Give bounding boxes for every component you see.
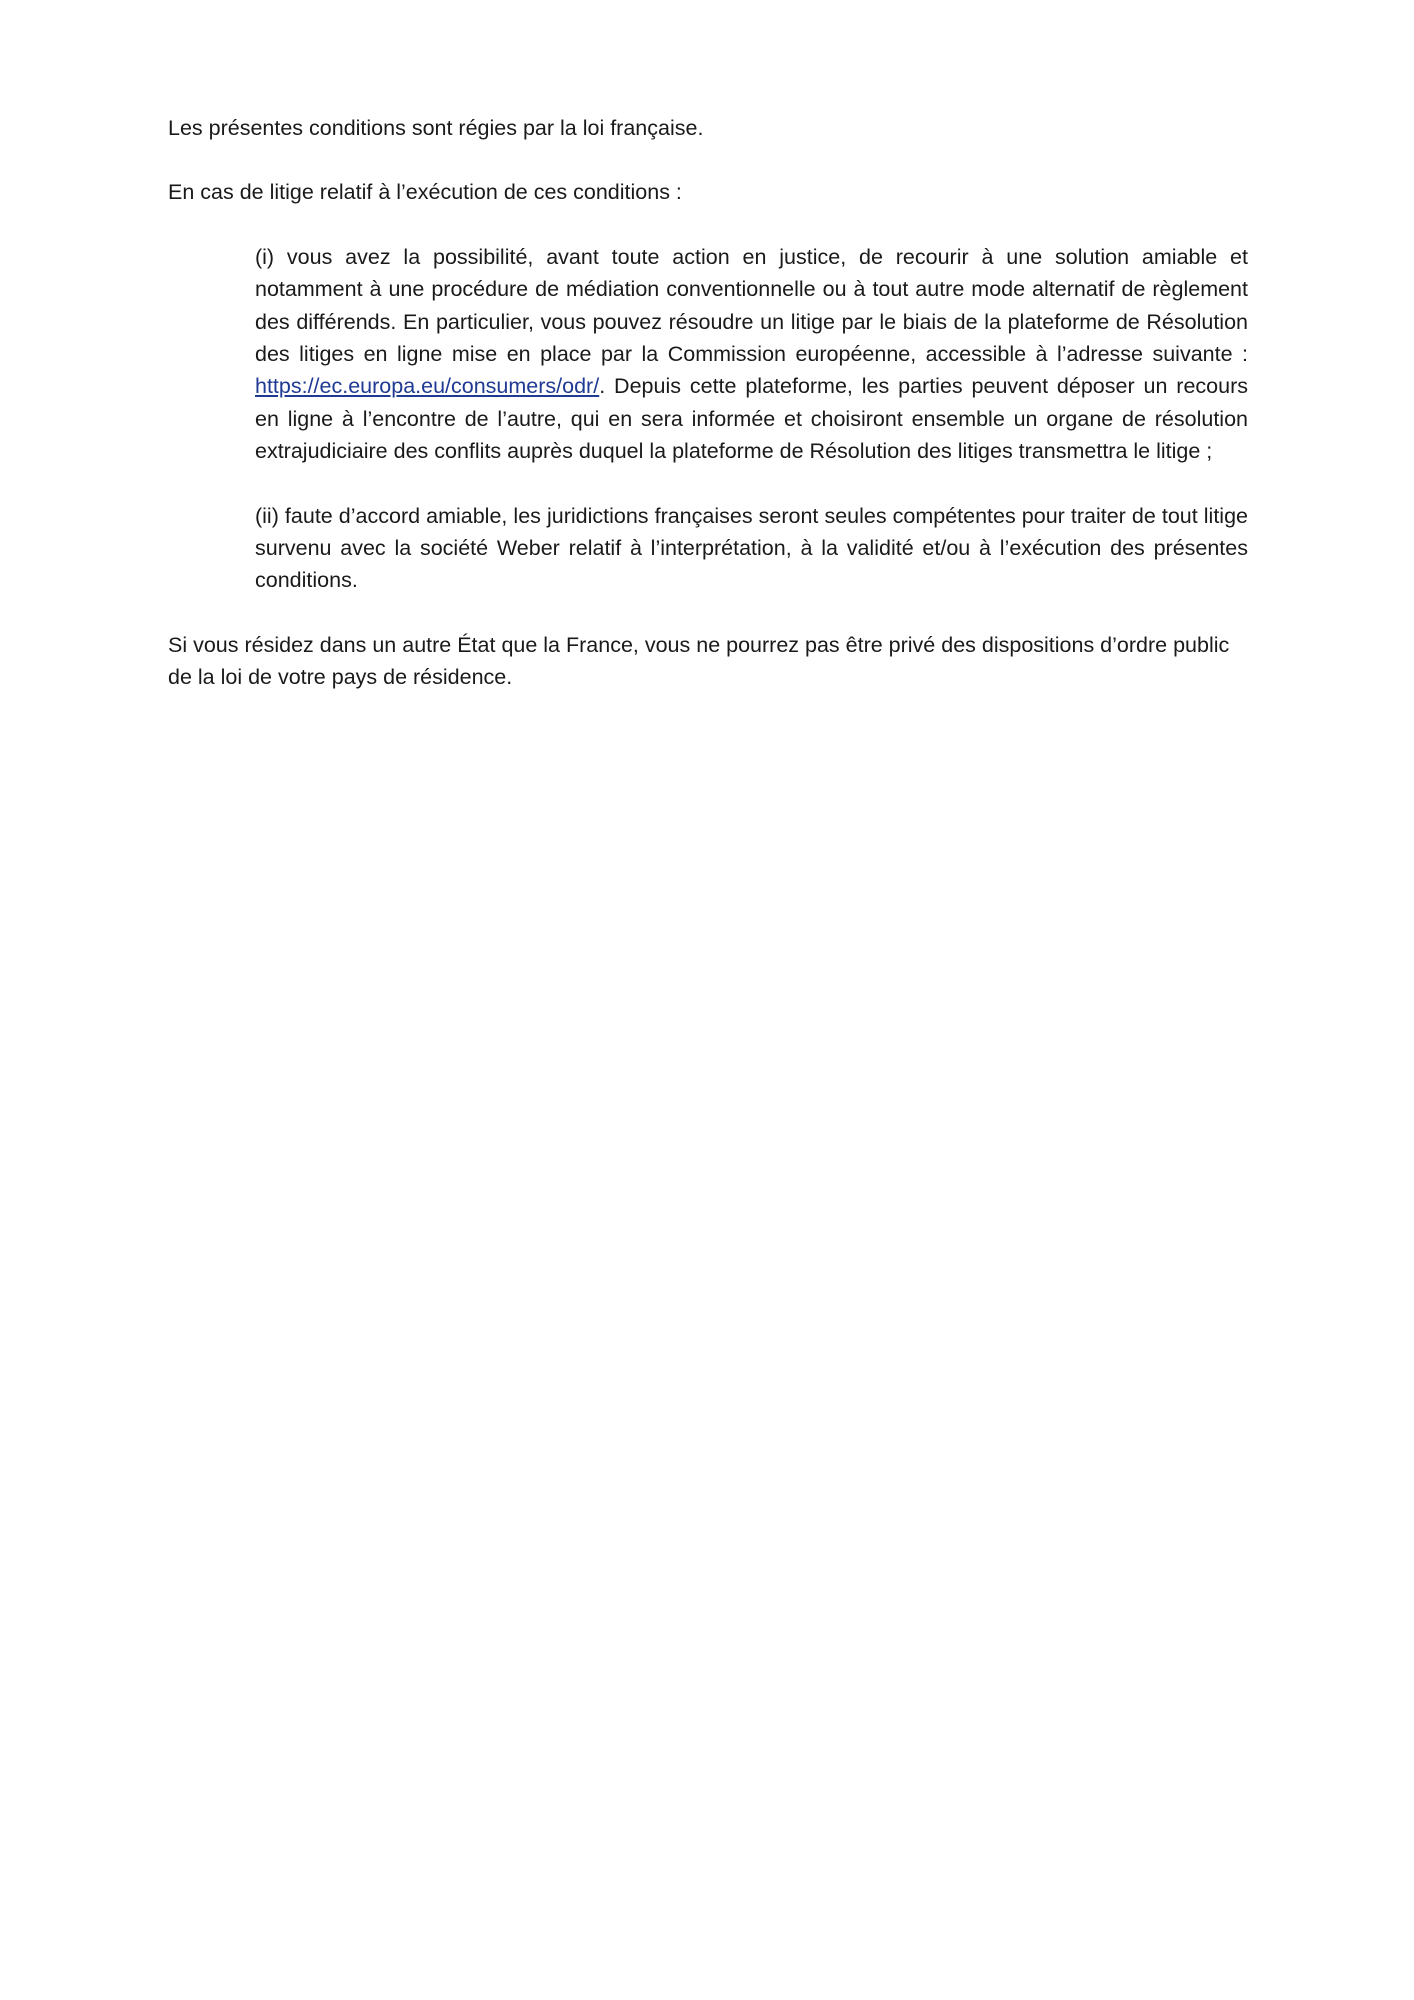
governing-law-paragraph: Les présentes conditions sont régies par la loi française.: [168, 116, 704, 140]
residence-paragraph: Si vous résidez dans un autre État que la France, vous ne pourrez pas être privé des dispositions d’ordre public de la loi de votre pays de résidence.: [168, 632, 1230, 690]
item-i-text-start: (i) vous avez la possibilité, avant toute action en justice, de recourir à une solution amiable et notamment à une procédure de médiation conventionnelle ou à tout autre mode alternatif de règlement des différends. En particulier, vous pouvez résoudre un litige par le biais de la plateforme de Résolution des litiges en ligne mise en place par la Commission européenne, accessible à l’adresse suivante :: [255, 244, 1248, 367]
dispute-intro-paragraph: En cas de litige relatif à l’exécution de ces conditions :: [168, 180, 682, 205]
item-i-paragraph: [255, 241, 1248, 468]
odr-platform-link[interactable]: https://ec.europa.eu/consumers/odr/: [255, 374, 600, 399]
item-ii-paragraph: (ii) faute d’accord amiable, les juridictions françaises seront seules compétentes pour traiter de tout litige survenu avec la société Weber relatif à l’interprétation, à la validité et/ou à l’exécution des présentes conditions.: [255, 503, 1248, 593]
item-i-text-end: . Depuis cette plateforme, les parties peuvent déposer un recours en ligne à l’encontre de l’autre, qui en sera informée et choisiront ensemble un organe de résolution extrajudiciaire des conflits auprès duquel la plateforme de Résolution des litiges transmettra le litige ;: [255, 374, 1248, 464]
document-body: [168, 112, 1248, 726]
